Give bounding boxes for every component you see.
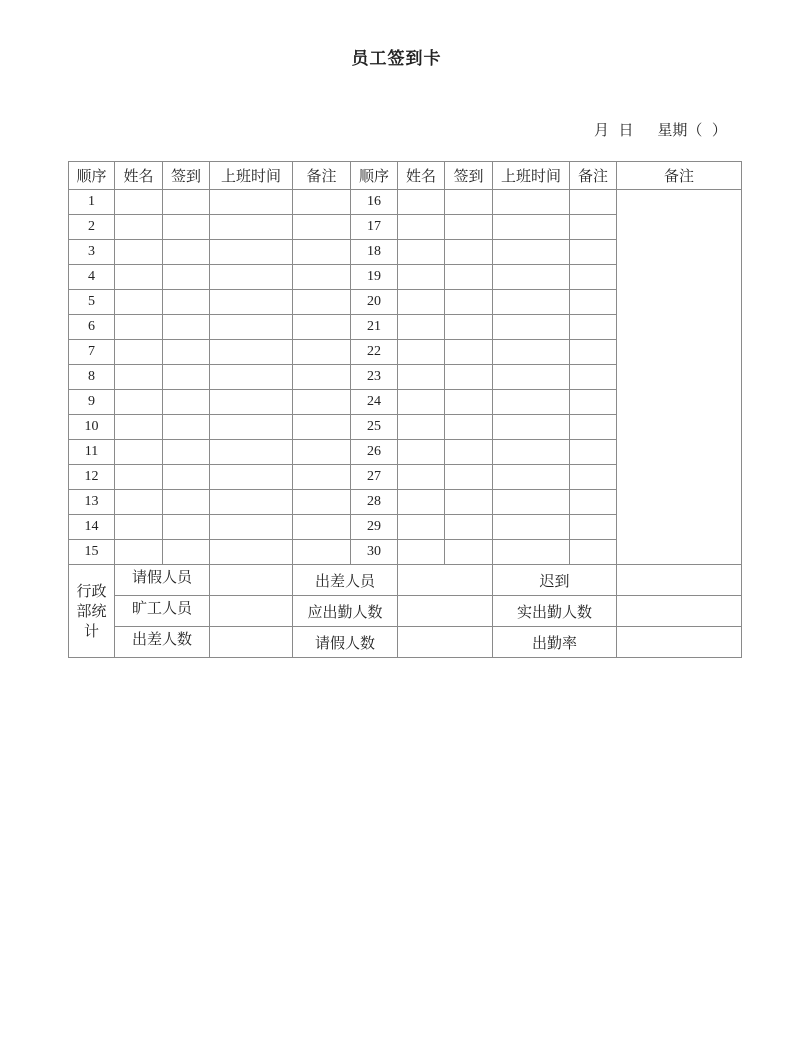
order-number-cell: 30 xyxy=(351,540,398,565)
order-number-cell: 16 xyxy=(351,190,398,215)
signin-cell xyxy=(163,390,210,415)
name-cell xyxy=(398,440,445,465)
dept-stats-label-line: 行政 xyxy=(76,582,107,600)
order-number-cell: 5 xyxy=(69,290,115,315)
name-cell xyxy=(398,415,445,440)
header-cell-signin-2: 签到 xyxy=(445,162,493,190)
work-time-cell xyxy=(210,465,293,490)
work-time-cell xyxy=(210,515,293,540)
order-number-cell: 21 xyxy=(351,315,398,340)
work-time-cell xyxy=(493,265,570,290)
remark-cell xyxy=(293,515,351,540)
header-cell-remark: 备注 xyxy=(293,162,351,190)
stats-label: 实出勤人数 xyxy=(493,596,617,627)
order-number-cell: 25 xyxy=(351,415,398,440)
order-number-cell: 11 xyxy=(69,440,115,465)
remark-cell xyxy=(570,365,617,390)
signin-cell xyxy=(163,490,210,515)
stats-label: 出差人员 xyxy=(293,565,398,596)
header-cell-remark-3: 备注 xyxy=(617,162,742,190)
name-cell xyxy=(115,440,163,465)
work-time-cell xyxy=(210,540,293,565)
work-time-cell xyxy=(493,465,570,490)
name-cell xyxy=(398,265,445,290)
stats-value-cell xyxy=(210,565,293,596)
remark-cell xyxy=(570,490,617,515)
order-number-cell: 29 xyxy=(351,515,398,540)
header-cell-order-2: 顺序 xyxy=(351,162,398,190)
signin-cell xyxy=(445,265,493,290)
remark-cell xyxy=(570,515,617,540)
signin-cell xyxy=(445,465,493,490)
remark-cell xyxy=(293,190,351,215)
header-cell-work-time: 上班时间 xyxy=(210,162,293,190)
remark-cell xyxy=(570,240,617,265)
order-number-cell: 4 xyxy=(69,265,115,290)
name-cell xyxy=(115,365,163,390)
remark-cell xyxy=(293,265,351,290)
stats-label: 出勤率 xyxy=(493,627,617,658)
order-number-cell: 1 xyxy=(69,190,115,215)
name-cell xyxy=(398,315,445,340)
signin-cell xyxy=(163,465,210,490)
stats-label: 请假人数 xyxy=(293,627,398,658)
remark-column-cell xyxy=(617,190,742,565)
dept-stats-label xyxy=(69,565,115,658)
signin-cell xyxy=(163,265,210,290)
signin-cell xyxy=(163,290,210,315)
work-time-cell xyxy=(493,490,570,515)
work-time-cell xyxy=(210,340,293,365)
work-time-cell xyxy=(493,540,570,565)
remark-cell xyxy=(570,290,617,315)
dept-stats-label-line: 计 xyxy=(83,622,99,640)
name-cell xyxy=(398,465,445,490)
signin-cell xyxy=(445,315,493,340)
document-title: 员工签到卡 xyxy=(351,49,442,69)
order-number-cell: 18 xyxy=(351,240,398,265)
work-time-cell xyxy=(493,190,570,215)
name-cell xyxy=(115,290,163,315)
name-cell xyxy=(115,190,163,215)
order-number-cell: 17 xyxy=(351,215,398,240)
signin-cell xyxy=(163,515,210,540)
name-cell xyxy=(115,465,163,490)
order-number-cell: 22 xyxy=(351,340,398,365)
work-time-cell xyxy=(493,440,570,465)
order-number-cell: 27 xyxy=(351,465,398,490)
work-time-cell xyxy=(493,290,570,315)
header-cell-work-time-2: 上班时间 xyxy=(493,162,570,190)
order-number-cell: 7 xyxy=(69,340,115,365)
remark-cell xyxy=(570,340,617,365)
name-cell xyxy=(115,515,163,540)
work-time-cell xyxy=(210,215,293,240)
work-time-cell xyxy=(210,415,293,440)
remark-cell xyxy=(570,415,617,440)
name-cell xyxy=(115,265,163,290)
work-time-cell xyxy=(493,340,570,365)
remark-cell xyxy=(570,190,617,215)
order-number-cell: 9 xyxy=(69,390,115,415)
stats-value-cell xyxy=(617,565,742,596)
signin-cell xyxy=(445,490,493,515)
stats-row xyxy=(69,627,742,658)
order-number-cell: 3 xyxy=(69,240,115,265)
work-time-cell xyxy=(210,190,293,215)
stats-value-cell xyxy=(210,627,293,658)
name-cell xyxy=(398,190,445,215)
work-time-cell xyxy=(493,515,570,540)
order-number-cell: 23 xyxy=(351,365,398,390)
work-time-cell xyxy=(210,240,293,265)
order-number-cell: 6 xyxy=(69,315,115,340)
stats-value-cell xyxy=(617,596,742,627)
remark-cell xyxy=(293,215,351,240)
order-number-cell: 24 xyxy=(351,390,398,415)
stats-row xyxy=(69,596,742,627)
signin-cell xyxy=(445,240,493,265)
signin-cell xyxy=(445,365,493,390)
remark-cell xyxy=(293,440,351,465)
stats-label: 旷工人员 xyxy=(115,596,210,627)
work-time-cell xyxy=(210,315,293,340)
attendance-table xyxy=(68,161,742,658)
stats-label: 请假人员 xyxy=(115,565,210,596)
header-cell-order: 顺序 xyxy=(69,162,115,190)
stats-label: 应出勤人数 xyxy=(293,596,398,627)
name-cell xyxy=(398,340,445,365)
remark-cell xyxy=(570,390,617,415)
work-time-cell xyxy=(210,265,293,290)
order-number-cell: 8 xyxy=(69,365,115,390)
work-time-cell xyxy=(493,415,570,440)
signin-cell xyxy=(445,340,493,365)
name-cell xyxy=(398,490,445,515)
work-time-cell xyxy=(210,440,293,465)
work-time-cell xyxy=(493,240,570,265)
stats-row xyxy=(69,565,742,596)
remark-cell xyxy=(293,290,351,315)
header-row xyxy=(69,162,742,190)
order-number-cell: 2 xyxy=(69,215,115,240)
order-number-cell: 26 xyxy=(351,440,398,465)
table-row xyxy=(69,190,742,215)
name-cell xyxy=(115,340,163,365)
name-cell xyxy=(398,365,445,390)
remark-cell xyxy=(293,340,351,365)
remark-cell xyxy=(570,215,617,240)
signin-cell xyxy=(163,240,210,265)
work-time-cell xyxy=(210,365,293,390)
name-cell xyxy=(115,215,163,240)
work-time-cell xyxy=(493,315,570,340)
name-cell xyxy=(398,290,445,315)
name-cell xyxy=(115,490,163,515)
stats-value-cell xyxy=(617,627,742,658)
signin-cell xyxy=(163,315,210,340)
remark-cell xyxy=(293,540,351,565)
order-number-cell: 19 xyxy=(351,265,398,290)
signin-cell xyxy=(163,415,210,440)
signin-cell xyxy=(445,440,493,465)
signin-cell xyxy=(445,190,493,215)
name-cell xyxy=(398,215,445,240)
work-time-cell xyxy=(210,290,293,315)
header-cell-name-2: 姓名 xyxy=(398,162,445,190)
stats-value-cell xyxy=(398,565,493,596)
signin-cell xyxy=(445,540,493,565)
work-time-cell xyxy=(210,490,293,515)
remark-cell xyxy=(293,490,351,515)
stats-label: 出差人数 xyxy=(115,627,210,658)
signin-cell xyxy=(163,215,210,240)
signin-cell xyxy=(163,540,210,565)
remark-cell xyxy=(570,440,617,465)
date-line: 月 日 星期（ ） xyxy=(594,121,727,139)
remark-cell xyxy=(293,390,351,415)
name-cell xyxy=(115,240,163,265)
remark-cell xyxy=(293,415,351,440)
dept-stats-label-line: 部统 xyxy=(76,602,107,620)
signin-cell xyxy=(163,365,210,390)
order-number-cell: 12 xyxy=(69,465,115,490)
name-cell xyxy=(398,540,445,565)
signin-cell xyxy=(445,515,493,540)
remark-cell xyxy=(570,265,617,290)
work-time-cell xyxy=(493,215,570,240)
order-number-cell: 10 xyxy=(69,415,115,440)
order-number-cell: 15 xyxy=(69,540,115,565)
name-cell xyxy=(115,540,163,565)
signin-cell xyxy=(445,415,493,440)
order-number-cell: 14 xyxy=(69,515,115,540)
header-cell-remark-2: 备注 xyxy=(570,162,617,190)
header-cell-signin: 签到 xyxy=(163,162,210,190)
signin-cell xyxy=(445,215,493,240)
signin-cell xyxy=(163,190,210,215)
header-cell-name: 姓名 xyxy=(115,162,163,190)
stats-value-cell xyxy=(398,627,493,658)
name-cell xyxy=(115,415,163,440)
remark-cell xyxy=(570,465,617,490)
signin-cell xyxy=(163,340,210,365)
order-number-cell: 28 xyxy=(351,490,398,515)
remark-cell xyxy=(293,315,351,340)
remark-cell xyxy=(293,465,351,490)
order-number-cell: 20 xyxy=(351,290,398,315)
remark-cell xyxy=(293,365,351,390)
name-cell xyxy=(398,515,445,540)
stats-label: 迟到 xyxy=(493,565,617,596)
stats-value-cell xyxy=(398,596,493,627)
work-time-cell xyxy=(493,390,570,415)
name-cell xyxy=(398,240,445,265)
name-cell xyxy=(115,315,163,340)
signin-cell xyxy=(445,390,493,415)
signin-cell xyxy=(445,290,493,315)
stats-value-cell xyxy=(210,596,293,627)
remark-cell xyxy=(570,315,617,340)
remark-cell xyxy=(570,540,617,565)
name-cell xyxy=(398,390,445,415)
signin-cell xyxy=(163,440,210,465)
work-time-cell xyxy=(210,390,293,415)
remark-cell xyxy=(293,240,351,265)
order-number-cell: 13 xyxy=(69,490,115,515)
name-cell xyxy=(115,390,163,415)
work-time-cell xyxy=(493,365,570,390)
